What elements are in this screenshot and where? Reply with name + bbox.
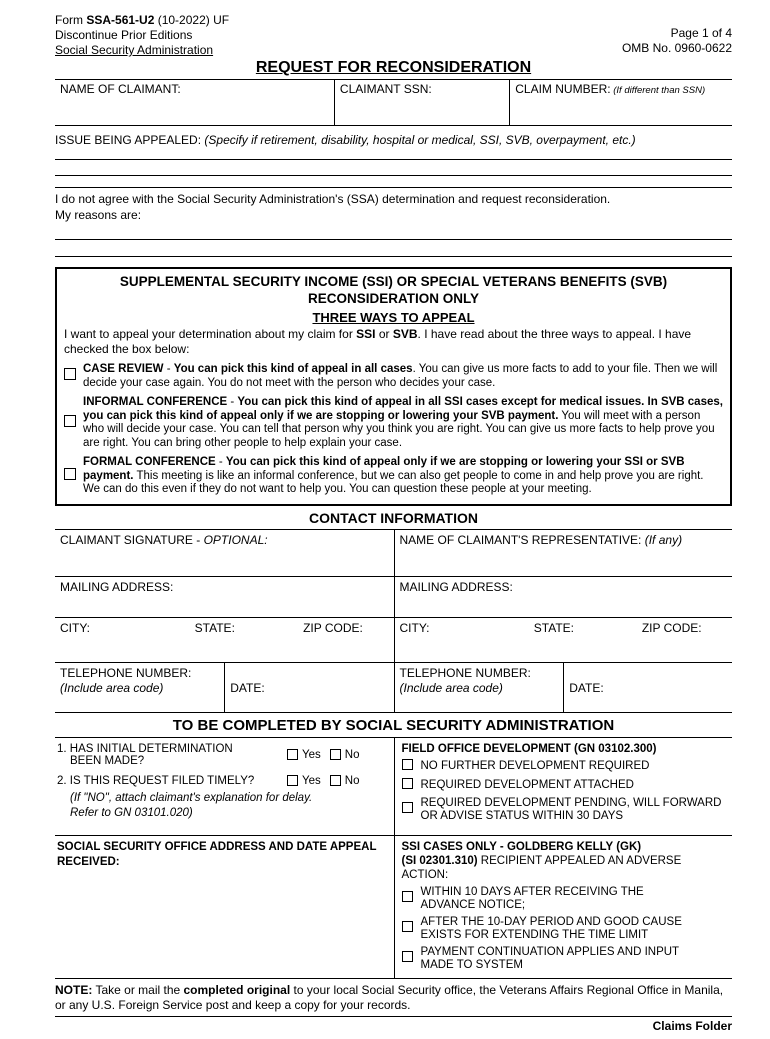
checkbox-column bbox=[64, 468, 83, 485]
appeal-intro bbox=[64, 327, 723, 357]
mailing-address-label: MAILING ADDRESS: bbox=[399, 579, 513, 594]
option-bold-text: You can pick this kind of appeal only if we are stopping or lowering your SSI or SVB payment. bbox=[83, 456, 685, 482]
gk-title-line-1: SSI CASES ONLY - GOLDBERG KELLY (GK) bbox=[401, 840, 642, 853]
question-2-yesno bbox=[287, 775, 359, 787]
city-state-zip-row bbox=[55, 618, 732, 663]
checkbox-column bbox=[64, 415, 83, 432]
page-info-block bbox=[622, 13, 732, 58]
issue-label: ISSUE BEING APPEALED: bbox=[55, 133, 205, 147]
within-10-days-checkbox[interactable] bbox=[402, 891, 413, 902]
date-label: DATE: bbox=[230, 680, 265, 695]
representative-name-field[interactable] bbox=[394, 530, 733, 576]
delay-note-line-2: Refer to GN 03101.020) bbox=[70, 806, 193, 819]
delay-note-line-1: (If "NO", attach claimant's explanation for delay. bbox=[70, 791, 313, 804]
office-address-field[interactable] bbox=[55, 835, 394, 978]
gk-option-row bbox=[402, 886, 726, 912]
ssi-box-title bbox=[64, 273, 723, 307]
state-label: STATE: bbox=[533, 620, 574, 635]
goldberg-kelly-block bbox=[395, 835, 733, 978]
ssa-left-column bbox=[55, 738, 394, 978]
reasons-write-line-1[interactable] bbox=[55, 223, 732, 240]
issue-label-line bbox=[55, 133, 732, 147]
q2-yes-checkbox[interactable] bbox=[287, 775, 298, 786]
phone-date-row bbox=[55, 663, 732, 713]
option-dash: - bbox=[215, 456, 226, 468]
claimant-phone-date-cell bbox=[55, 663, 394, 712]
payment-continuation-checkbox[interactable] bbox=[402, 951, 413, 962]
question-1-text bbox=[57, 743, 233, 767]
yes-label: Yes bbox=[302, 748, 321, 761]
issue-note: (Specify if retirement, disability, hospital or medical, SSI, SVB, overpayment, etc.) bbox=[204, 133, 636, 147]
note-bold-text: completed original bbox=[183, 982, 291, 997]
intro-text-1: I want to appeal your determination about my claim for bbox=[64, 327, 357, 341]
formal-conference-checkbox[interactable] bbox=[64, 468, 76, 480]
form-word: Form bbox=[55, 13, 87, 27]
form-title: REQUEST FOR RECONSIDERATION bbox=[255, 59, 532, 76]
gk-option-row bbox=[402, 946, 726, 972]
omb-number: OMB No. 0960-0622 bbox=[621, 41, 732, 55]
representative-mailing-address-field[interactable] bbox=[394, 577, 733, 617]
fo-option-label: REQUIRED DEVELOPMENT ATTACHED bbox=[420, 778, 634, 791]
claimant-date-field[interactable] bbox=[224, 663, 393, 712]
after-10-day-period-checkbox[interactable] bbox=[402, 921, 413, 932]
gk-option-row bbox=[402, 916, 726, 942]
claimant-city-state-zip-field[interactable] bbox=[55, 618, 394, 662]
issue-write-line-1[interactable] bbox=[55, 147, 732, 160]
ssa-section-title: TO BE COMPLETED BY SOCIAL SECURITY ADMINISTRATION bbox=[172, 716, 615, 734]
option-bold-text: You can pick this kind of appeal in all SSI cases except for medical issues. In SVB cases, you can pick this kind of appeal only if we are stopping or lowering your SVB payment. bbox=[83, 396, 723, 422]
question-1-row bbox=[57, 743, 388, 767]
field-office-development-block bbox=[395, 738, 733, 835]
fo-option-row bbox=[402, 797, 726, 823]
development-pending-checkbox[interactable] bbox=[402, 802, 413, 813]
state-label: STATE: bbox=[194, 620, 235, 635]
claims-folder-label: Claims Folder bbox=[55, 1016, 732, 1033]
zip-label: ZIP CODE: bbox=[641, 620, 702, 635]
claimant-info-row bbox=[55, 79, 732, 126]
note-label: NOTE: bbox=[55, 982, 93, 997]
q1-no-checkbox[interactable] bbox=[330, 749, 341, 760]
gk-option-label: AFTER THE 10-DAY PERIOD AND GOOD CAUSE EXISTS FOR EXTENDING THE TIME LIMIT bbox=[420, 915, 682, 941]
case-review-checkbox[interactable] bbox=[64, 368, 76, 380]
ssi-box-title-line-2: RECONSIDERATION ONLY bbox=[307, 291, 480, 306]
claimant-name-label: NAME OF CLAIMANT: bbox=[60, 82, 181, 96]
agency-name: Social Security Administration bbox=[55, 43, 214, 57]
checkbox-column bbox=[402, 951, 421, 966]
representative-label: NAME OF CLAIMANT'S REPRESENTATIVE: bbox=[399, 532, 645, 547]
informal-conference-checkbox[interactable] bbox=[64, 415, 76, 427]
question-1-line-2: BEEN MADE? bbox=[70, 754, 145, 767]
claim-number-note: (If different than SSN) bbox=[610, 85, 706, 96]
option-title: FORMAL CONFERENCE bbox=[83, 456, 216, 468]
checkbox-column bbox=[402, 921, 421, 936]
q1-yes-checkbox[interactable] bbox=[287, 749, 298, 760]
form-number: SSA-561-U2 bbox=[86, 13, 155, 27]
gk-option-label: WITHIN 10 DAYS AFTER RECEIVING THE ADVANCE NOTICE; bbox=[420, 885, 644, 911]
phone-note: (Include area code) bbox=[60, 680, 164, 695]
signature-optional-note: OPTIONAL: bbox=[203, 532, 268, 547]
claimant-signature-field[interactable] bbox=[55, 530, 394, 576]
appeal-option-informal-conference bbox=[64, 396, 723, 450]
three-ways-subtitle: THREE WAYS TO APPEAL bbox=[312, 310, 475, 325]
checkbox-column bbox=[64, 368, 83, 385]
q2-no-checkbox[interactable] bbox=[330, 775, 341, 786]
checkbox-column bbox=[402, 759, 421, 774]
question-2-row bbox=[57, 775, 388, 787]
no-label: No bbox=[344, 748, 360, 761]
city-label: CITY: bbox=[399, 620, 430, 635]
phone-label: TELEPHONE NUMBER: bbox=[399, 665, 531, 680]
appeal-option-case-review bbox=[64, 363, 723, 390]
informal-conference-text bbox=[83, 396, 723, 450]
option-bold-text: You can pick this kind of appeal in all cases bbox=[173, 363, 413, 375]
disagreement-line-2: My reasons are: bbox=[55, 208, 142, 222]
date-label: DATE: bbox=[569, 680, 604, 695]
office-address-label: SOCIAL SECURITY OFFICE ADDRESS AND DATE APPEAL RECEIVED: bbox=[57, 840, 377, 868]
intro-svb: SVB bbox=[392, 327, 418, 341]
no-further-development-checkbox[interactable] bbox=[402, 759, 413, 770]
reasons-write-line-2[interactable] bbox=[55, 240, 732, 257]
note-text-2: to your local Social Security office, the Veterans Affairs Regional Office in Manila, or any U.S. Foreign Service post and keep a copy for your records. bbox=[55, 982, 724, 1012]
checkbox-column bbox=[402, 802, 421, 817]
ssi-svb-box bbox=[55, 267, 732, 506]
issue-section bbox=[55, 133, 732, 176]
question-1-line-1: 1. HAS INITIAL DETERMINATION bbox=[57, 742, 233, 755]
claimant-mailing-address-field[interactable] bbox=[55, 577, 394, 617]
formal-conference-text bbox=[83, 456, 723, 497]
yes-label: Yes bbox=[302, 774, 321, 787]
signature-row bbox=[55, 530, 732, 577]
representative-city-state-zip-field[interactable] bbox=[394, 618, 733, 662]
checkbox-column bbox=[402, 778, 421, 793]
field-office-development-title: FIELD OFFICE DEVELOPMENT (GN 03102.300) bbox=[401, 742, 657, 755]
delay-explanation-note bbox=[57, 791, 388, 821]
gk-title-line-2 bbox=[402, 854, 726, 882]
representative-note: (If any) bbox=[644, 532, 683, 547]
note-text-1: Take or mail the bbox=[92, 982, 184, 997]
phone-label: TELEPHONE NUMBER: bbox=[60, 665, 192, 680]
issue-write-line-2[interactable] bbox=[55, 160, 732, 176]
gk-title-text: RECIPIENT APPEALED AN ADVERSE ACTION: bbox=[401, 854, 682, 881]
intro-ssi: SSI bbox=[356, 327, 376, 341]
representative-phone-field[interactable] bbox=[395, 663, 564, 712]
case-review-text bbox=[83, 363, 723, 390]
disagreement-line-1: I do not agree with the Social Security Administration's (SSA) determination and request reconsideration. bbox=[55, 192, 611, 206]
option-rest-text: This meeting is like an informal conference, but we can also get people to come in and help prove you are right. We can do this even if they do not want to help you. You can question these people at your meeting. bbox=[83, 469, 704, 495]
intro-text-2: or bbox=[375, 327, 393, 341]
claim-number-label: CLAIM NUMBER: bbox=[515, 82, 611, 96]
contact-table bbox=[55, 529, 732, 713]
claimant-phone-field[interactable] bbox=[55, 663, 224, 712]
ssa-completion-section bbox=[55, 737, 732, 979]
city-label: CITY: bbox=[60, 620, 91, 635]
claim-number-field[interactable] bbox=[509, 80, 732, 125]
claimant-ssn-field[interactable] bbox=[334, 80, 509, 125]
claimant-ssn-label: CLAIMANT SSN: bbox=[339, 82, 432, 96]
disagreement-section bbox=[55, 187, 732, 257]
claimant-name-field[interactable] bbox=[55, 80, 334, 125]
gk-citation: (SI 02301.310) bbox=[401, 854, 478, 867]
mailing-address-row bbox=[55, 577, 732, 618]
intro-text-3: . I have read about the three ways to appeal. I have checked the box below: bbox=[64, 327, 692, 356]
appeal-option-formal-conference bbox=[64, 456, 723, 497]
option-title: INFORMAL CONFERENCE bbox=[83, 396, 228, 408]
mailing-instructions-note bbox=[55, 983, 732, 1013]
phone-note: (Include area code) bbox=[399, 680, 503, 695]
fo-option-row bbox=[402, 778, 726, 793]
option-title: CASE REVIEW bbox=[83, 363, 164, 375]
page-number: Page 1 of 4 bbox=[670, 26, 732, 40]
option-rest-text: You will meet with a person who will decide your case. You can tell that person why you think you are right. You can give us more facts to help prove you are right. You can bring other people to help explain your case. bbox=[83, 409, 715, 449]
option-rest-text: . You can give us more facts to add to your file. Then we will decide your case again. You do not meet with the person who decides your case. bbox=[83, 363, 718, 389]
form-header bbox=[55, 13, 732, 58]
no-label: No bbox=[344, 774, 360, 787]
representative-date-field[interactable] bbox=[563, 663, 732, 712]
fo-option-label: REQUIRED DEVELOPMENT PENDING, WILL FORWARD OR ADVISE STATUS WITHIN 30 DAYS bbox=[420, 796, 722, 822]
option-dash: - bbox=[227, 396, 238, 408]
contact-information-title: CONTACT INFORMATION bbox=[308, 509, 478, 526]
form-number-line bbox=[55, 13, 229, 28]
form-edition: (10-2022) UF bbox=[154, 13, 230, 27]
zip-label: ZIP CODE: bbox=[303, 620, 363, 635]
ssi-box-title-line-1: SUPPLEMENTAL SECURITY INCOME (SSI) OR SPECIAL VETERANS BENEFITS (SVB) bbox=[119, 274, 668, 289]
question-1-yesno bbox=[287, 749, 359, 761]
fo-option-label: NO FURTHER DEVELOPMENT REQUIRED bbox=[420, 759, 650, 772]
discontinue-line: Discontinue Prior Editions bbox=[55, 28, 193, 42]
fo-option-row bbox=[402, 759, 726, 774]
required-development-attached-checkbox[interactable] bbox=[402, 778, 413, 789]
representative-phone-date-cell bbox=[394, 663, 733, 712]
form-id-block bbox=[55, 13, 229, 58]
ssa-right-column bbox=[394, 738, 733, 978]
question-2-text: 2. IS THIS REQUEST FILED TIMELY? bbox=[57, 774, 255, 787]
mailing-address-label: MAILING ADDRESS: bbox=[60, 579, 174, 594]
option-dash: - bbox=[163, 363, 174, 375]
gk-option-label: PAYMENT CONTINUATION APPLIES AND INPUT MADE TO SYSTEM bbox=[420, 945, 679, 971]
questions-block bbox=[55, 738, 394, 835]
checkbox-column bbox=[402, 891, 421, 906]
signature-label: CLAIMANT SIGNATURE - bbox=[60, 532, 204, 547]
